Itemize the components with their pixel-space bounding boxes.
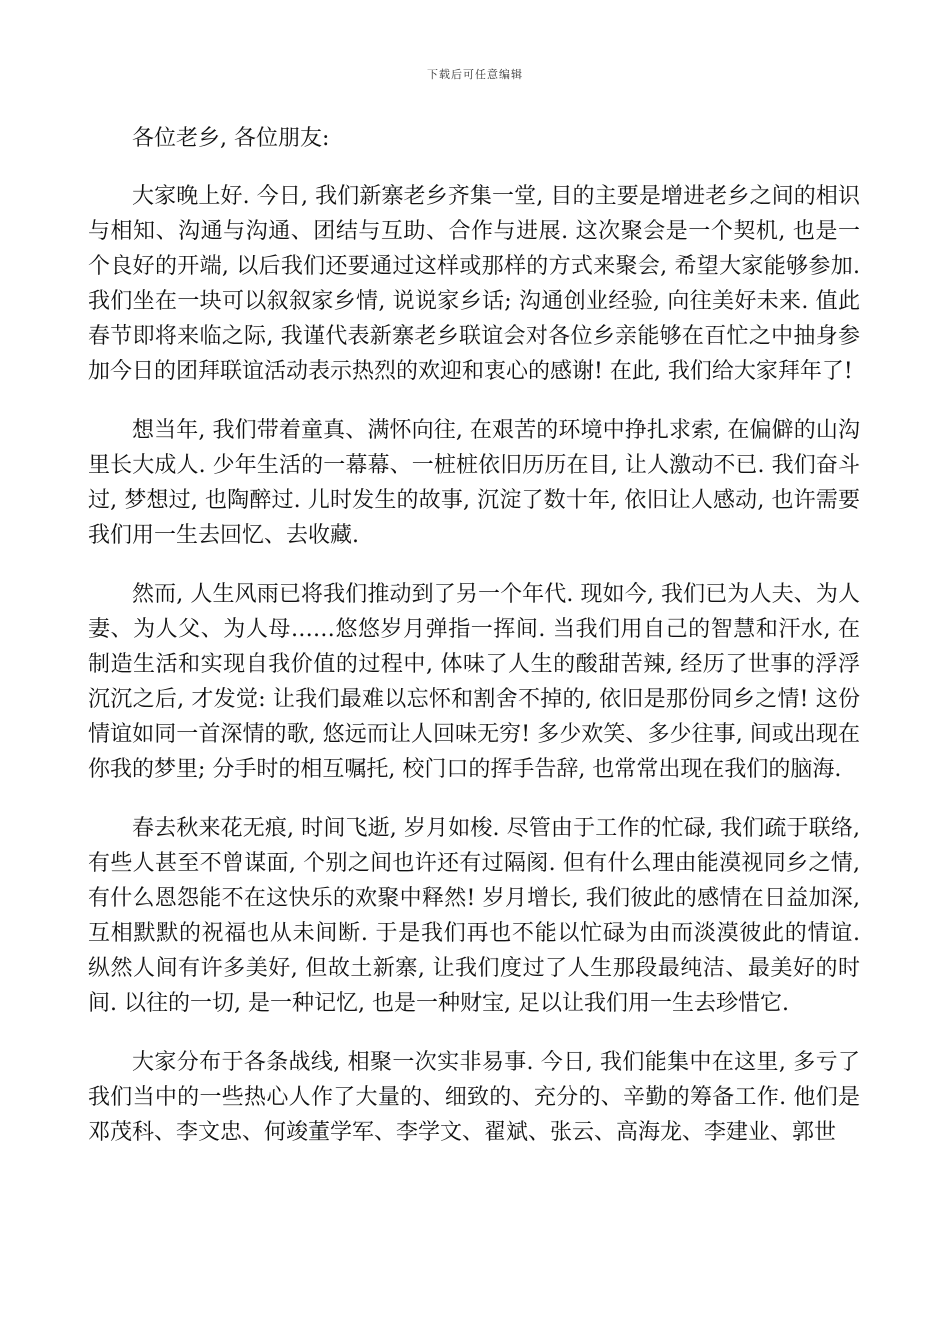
document-body: [88, 121, 860, 1174]
paragraph-welcome: 大家晚上好. 今日, 我们新寨老乡齐集一堂, 目的主要是增进老乡之间的相识与相知、沟通与沟通、团结与互助、合作与进展. 这次聚会是一个契机, 也是一个良好的开端, 以后我们还要通过这样或那样的方式来聚会, 希望大家能够参加. 我们坐在一块可以叙叙家乡情, 说说家乡话; 沟通创业经验, 向往美好未来. 值此春节即将来临之际, 我谨代表新寨老乡联谊会对各位乡亲能够在百忙之中抽身参加今日的团拜联谊活动表示热烈的欢迎和衷心的感谢! 在此, 我们给大家拜年了!: [88, 184, 860, 384]
paragraph-memories: 想当年, 我们带着童真、满怀向往, 在艰苦的环境中挣扎求索, 在偏僻的山沟里长大成人. 少年生活的一幕幕、一桩桩依旧历历在目, 让人激动不已. 我们奋斗过, 梦想过, 也陶醉过. 儿时发生的故事, 沉淀了数十年, 依旧让人感动, 也许需要我们用一生去回忆、去收藏.: [88, 418, 860, 548]
paragraph-thanks: 大家分布于各条战线, 相聚一次实非易事. 今日, 我们能集中在这里, 多亏了我们当中的一些热心人作了大量的、细致的、充分的、辛勤的筹备工作. 他们是邓茂科、李文忠、何竣董学军、李学文、翟斌、张云、高海龙、李建业、郭世: [88, 1050, 860, 1145]
header-note: 下载后可任意编辑: [427, 68, 523, 81]
paragraph-friendship: 春去秋来花无痕, 时间飞逝, 岁月如梭. 尽管由于工作的忙碌, 我们疏于联络, 有些人甚至不曾谋面, 个别之间也许还有过隔阂. 但有什么理由能漠视同乡之情, 有什么恩怨能不在这快乐的欢聚中释然! 岁月增长, 我们彼此的感情在日益加深, 互相默默的祝福也从未间断. 于是我们再也不能以忙碌为由而淡漠彼此的情谊. 纵然人间有许多美好, 但故土新寨, 让我们度过了人生那段最纯洁、最美好的时间. 以往的一切, 是一种记忆, 也是一种财宝, 足以让我们用一生去珍惜它.: [88, 816, 860, 1016]
greeting: 各位老乡, 各位朋友:: [132, 126, 330, 151]
paragraph-years: 然而, 人生风雨已将我们推动到了另一个年代. 现如今, 我们已为人夫、为人妻、为人父、为人母……悠悠岁月弹指一挥间. 当我们用自己的智慧和汗水, 在制造生活和实现自我价值的过程中, 体味了人生的酸甜苦辣, 经历了世事的浮浮沉沉之后, 才发觉: 让我们最难以忘怀和割舍不掉的, 依旧是那份同乡之情! 这份情谊如同一首深情的歌, 悠远而让人回味无穷! 多少欢笑、多少往事, 间或出现在你我的梦里; 分手时的相互嘱托, 校门口的挥手告辞, 也常常出现在我们的脑海.: [88, 582, 860, 782]
